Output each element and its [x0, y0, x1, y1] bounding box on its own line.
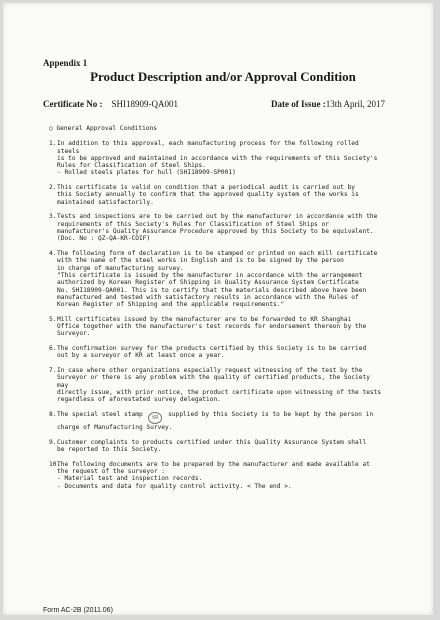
condition-text: In addition to this approval, each manufacturing process for the following rolled steels is to be approved and maintained in accordance with the requirements of this Society's Rules for Classification of Steel Ships. - Rolled steels plates for hull (SHI18909-SP001): [57, 140, 378, 177]
condition-number: 7.: [49, 367, 57, 375]
condition-item: [49, 213, 383, 242]
document-page: [3, 3, 433, 615]
condition-number: 10.: [49, 460, 61, 468]
section-heading: ○ General Approval Conditions: [49, 125, 158, 132]
condition-item: [49, 461, 383, 490]
condition-item: [49, 367, 383, 403]
condition-text: The confirmation survey for the products certified by this Society is to be carried out by a surveyor of KR at least once a year.: [57, 345, 367, 360]
issue-date: [271, 99, 385, 109]
page-title: Product Description and/or Approval Condition: [90, 69, 356, 84]
condition-number: 2.: [49, 184, 57, 192]
condition-item: [49, 411, 383, 431]
conditions-body: [49, 125, 383, 497]
condition-number: 5.: [49, 315, 57, 323]
condition-item: [49, 345, 383, 360]
condition-item: [49, 439, 383, 454]
condition-number: 1.: [49, 140, 57, 148]
condition-text: Customer complaints to products certified under this Quality Assurance System shall be reported to this Society.: [57, 438, 367, 453]
condition-number: 9.: [49, 438, 57, 446]
condition-text-after-stamp: supplied by this Society is to be kept by the person in charge of Manufacturing Survey.: [57, 410, 374, 431]
condition-number: 3.: [49, 213, 57, 221]
form-footer: Form AC-2B (2011.06): [43, 607, 113, 614]
certificate-value: SHI18909-QA001: [111, 99, 178, 109]
condition-number: 4.: [49, 250, 57, 258]
date-value: 13th April, 2017: [325, 99, 385, 109]
steel-stamp-icon: KR: [148, 412, 162, 424]
certificate-row: [43, 99, 385, 109]
date-label: Date of Issue :: [270, 99, 326, 109]
condition-number: 8.: [49, 410, 57, 418]
condition-item: [49, 184, 383, 206]
condition-text: Tests and inspections are to be carried out by the manufacturer in accordance with the requirements of this Society's Rules for Classification of Steel Ships or manufacturer's Quality Assurance Procedure approved by this Society to be equivalent. (Doc. No : QZ-QA-KR-COIF): [57, 213, 378, 243]
condition-number: 6.: [49, 345, 57, 353]
condition-text-before-stamp: The special steel stamp: [57, 410, 143, 418]
condition-item: [49, 316, 383, 338]
condition-text: Mill certificates issued by the manufacturer are to be forwarded to KR Shanghai Office together with the manufacturer's test records for endorsement thereon by the Surveyor.: [57, 315, 367, 338]
condition-text: The following documents are to be prepared by the manufacturer and made available at the request of the surveyor : - Material test and inspection records. - Documents and data for quality control activity. < The end >.: [57, 460, 370, 490]
condition-text: [57, 411, 373, 431]
condition-item: [49, 250, 383, 308]
condition-text: In case where other organizations especially request witnessing of the test by the Surveyor or there is any problem with the quality of certified products, the Society may directly issue, with prior notice, the product certificate upon witnessing of the tests regardless of aforestated survey delegation.: [57, 367, 382, 404]
certificate-number: [43, 99, 178, 109]
appendix-label: Appendix 1: [43, 58, 88, 68]
condition-text: This certificate is valid on condition that a periodical audit is carried out by this Society annually to confirm that the approved quality system of the works is maintained satisfactorily.: [57, 184, 359, 206]
condition-text: The following form of declaration is to be stamped or printed on each mill certificate with the name of the steel works in English and is to be signed by the person in charge of manufacturing survey. "This certificate is issued by the manufacturer in accordance with the arrangement authorized by Korean Register of Shipping in Quality Assurance System Certificate No. SHI18909-QA001. This is to certify that the materials described above have been manufactured and tested with satisfactory results in accordance with the Rules of Korean Register of Shipping and the applicable requirements.": [57, 250, 378, 309]
certificate-label: Certificate No :: [43, 99, 103, 109]
condition-item: [49, 140, 383, 176]
